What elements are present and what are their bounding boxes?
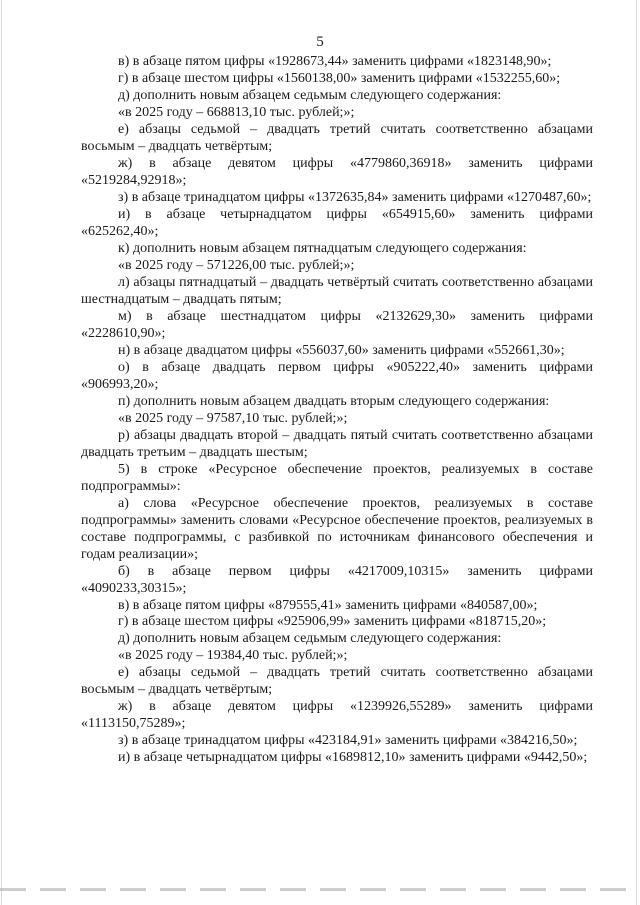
paragraph: е) абзацы седьмой – двадцать третий считать соответственно абзацами восьмым – двадцать четвёртым;	[81, 121, 593, 154]
paragraph: и) в абзаце четырнадцатом цифры «654915,60» заменить цифрами «625262,40»;	[81, 206, 593, 239]
scan-bottom-edge	[0, 888, 640, 891]
paragraph: к) дополнить новым абзацем пятнадцатым следующего содержания:	[118, 240, 527, 256]
paragraph: и) в абзаце четырнадцатом цифры «1689812,10» заменить цифрами «9442,50»;	[118, 750, 588, 766]
paragraph: г) в абзаце шестом цифры «1560138,00» заменить цифрами «1532255,60»;	[118, 70, 561, 86]
paragraph: д) дополнить новым абзацем седьмым следующего содержания:	[118, 87, 502, 103]
paragraph: з) в абзаце тринадцатом цифры «1372635,84» заменить цифрами «1270487,60»;	[118, 189, 592, 205]
page-left-edge	[1, 0, 2, 905]
paragraph: «в 2025 году – 668813,10 тыс. рублей;»;	[118, 104, 355, 120]
paragraph: л) абзацы пятнадцатый – двадцать четвёртый считать соответственно абзацами шестнадцатым – двадцать пятым;	[81, 274, 593, 307]
paragraph: «в 2025 году – 19384,40 тыс. рублей;»;	[118, 648, 348, 664]
paragraph: «в 2025 году – 571226,00 тыс. рублей;»;	[118, 257, 355, 273]
paragraph: ж) в абзаце девятом цифры «4779860,36918» заменить цифрами «5219284,92918»;	[81, 155, 593, 188]
paragraph: в) в абзаце пятом цифры «879555,41» заменить цифрами «840587,00»;	[118, 597, 538, 613]
paragraph: «в 2025 году – 97587,10 тыс. рублей;»;	[118, 410, 348, 426]
page-number: 5	[316, 34, 324, 50]
paragraph: о) в абзаце двадцать первом цифры «905222,40» заменить цифрами «906993,20»;	[81, 359, 593, 392]
page-right-edge	[636, 0, 637, 905]
paragraph: п) дополнить новым абзацем двадцать вторым следующего содержания:	[118, 393, 550, 409]
paragraph: м) в абзаце шестнадцатом цифры «2132629,30» заменить цифрами «2228610,90»;	[81, 308, 593, 341]
paragraph: 5) в строке «Ресурсное обеспечение проектов, реализуемых в составе подпрограммы»:	[81, 461, 593, 494]
paragraph: б) в абзаце первом цифры «4217009,10315» заменить цифрами «4090233,30315»;	[81, 563, 593, 596]
paragraph: д) дополнить новым абзацем седьмым следующего содержания:	[118, 631, 502, 647]
paragraph: г) в абзаце шестом цифры «925906,99» заменить цифрами «818715,20»;	[118, 614, 547, 630]
paragraph: ж) в абзаце девятом цифры «1239926,55289» заменить цифрами «1113150,75289»;	[81, 699, 593, 732]
paragraph: р) абзацы двадцать второй – двадцать пятый считать соответственно абзацами двадцать третьим – двадцать шестым;	[81, 427, 593, 460]
paragraph: н) в абзаце двадцатом цифры «556037,60» заменить цифрами «552661,30»;	[118, 342, 565, 358]
paragraph: а) слова «Ресурсное обеспечение проектов, реализуемых в составе подпрограммы» заменить словами «Ресурсное обеспечение проектов, реализуемых в составе подпрограммы, с разбивкой по источникам финансового обеспечения и годам реализации»;	[81, 495, 593, 562]
paragraph: з) в абзаце тринадцатом цифры «423184,91» заменить цифрами «384216,50»;	[118, 733, 578, 749]
paragraph: е) абзацы седьмой – двадцать третий считать соответственно абзацами восьмым – двадцать четвёртым;	[81, 665, 593, 698]
paragraph: в) в абзаце пятом цифры «1928673,44» заменить цифрами «1823148,90»;	[118, 54, 552, 69]
document-body	[81, 54, 593, 767]
